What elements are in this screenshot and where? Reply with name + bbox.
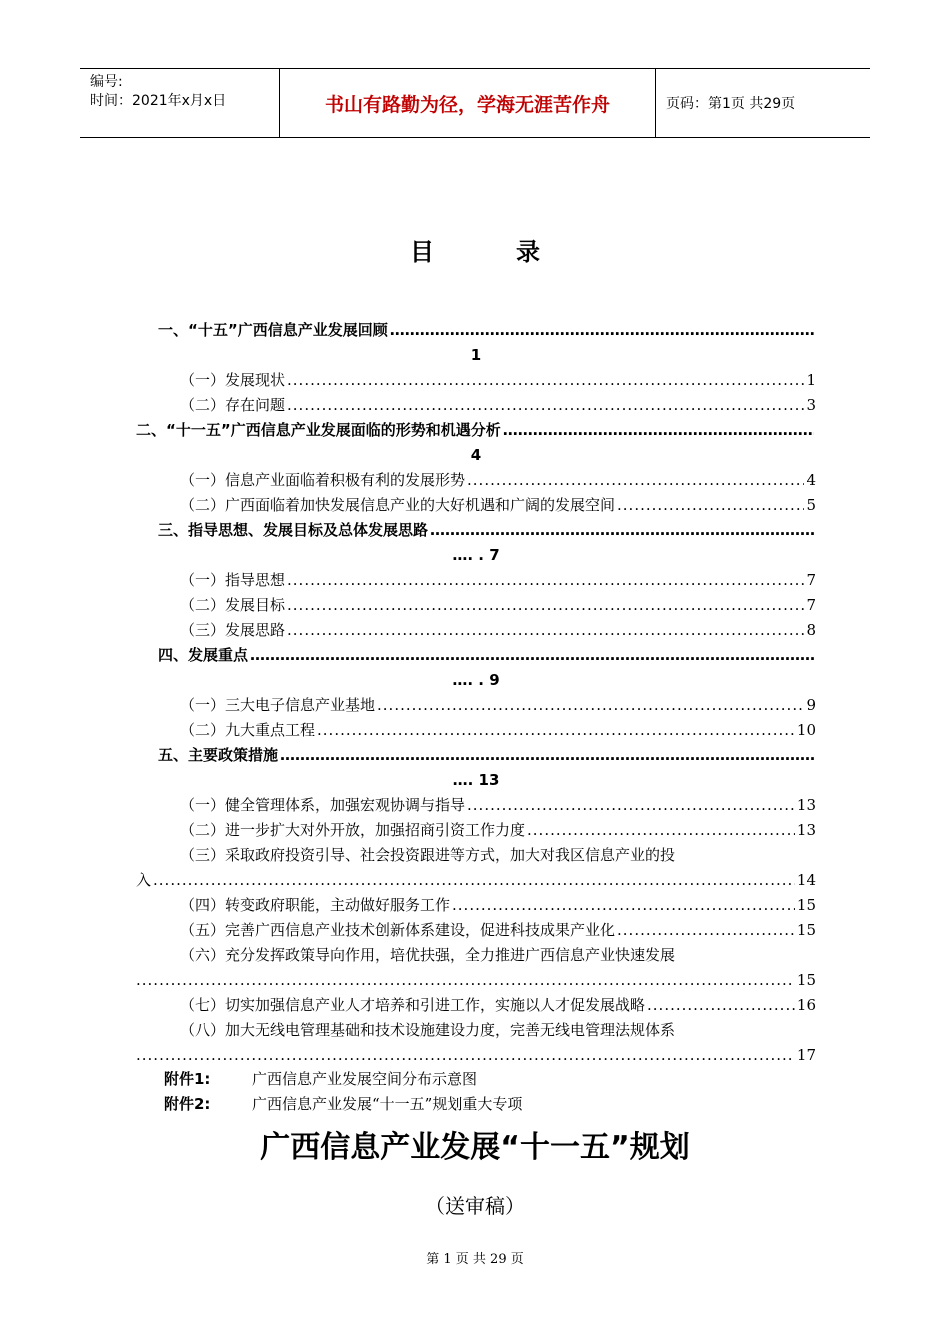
toc-entry-label: 三、指导思想、发展目标及总体发展思路	[158, 521, 429, 539]
header-motto: 书山有路勤为径，学海无涯苦作舟	[280, 69, 656, 137]
toc-section-page: 4	[470, 446, 482, 464]
attachment-text: 广西信息产业发展空间分布示意图	[252, 1070, 478, 1088]
toc-section-4[interactable]	[136, 643, 816, 668]
toc-entry-wrapped[interactable]	[136, 843, 816, 868]
toc-entry[interactable]	[136, 568, 816, 593]
toc-entry-label: （五）完善广西信息产业技术创新体系建设，促进科技成果产业化	[180, 921, 616, 939]
toc-section-page: 1	[470, 346, 482, 364]
toc-title-char-2: 录	[516, 238, 540, 266]
toc-entry[interactable]	[136, 693, 816, 718]
toc-entry-page: 1	[806, 371, 816, 389]
toc-entry-label: （六）充分发挥政策导向作用，培优扶强，全力推进广西信息产业快速发展	[180, 946, 676, 964]
toc-entry-label: （三）发展思路	[180, 621, 286, 639]
toc-entry-page: 3	[806, 396, 816, 414]
attachment-1	[164, 1068, 477, 1089]
toc-entry-label: （二）进一步扩大对外开放，加强招商引资工作力度	[180, 821, 526, 839]
toc-entry-page: 4	[806, 471, 816, 489]
toc-entry-label: （三）采取政府投资引导、社会投资跟进等方式，加大对我区信息产业的投	[180, 846, 676, 864]
toc-section-1[interactable]	[136, 318, 816, 343]
document-title: 广西信息产业发展“十一五”规划	[260, 1130, 690, 1165]
toc-entry-page: 8	[806, 621, 816, 639]
toc-entry-label: 四、发展重点	[158, 646, 249, 664]
toc-entry-label: （二）九大重点工程	[180, 721, 316, 739]
toc-entry-label: （二）存在问题	[180, 396, 286, 414]
toc-section-page: …. . 7	[452, 546, 500, 564]
toc-entry-wrapped[interactable]	[136, 943, 816, 968]
toc-entry-label: （八）加大无线电管理基础和技术设施建设力度，完善无线电管理法规体系	[180, 1021, 676, 1039]
toc-entry[interactable]	[136, 368, 816, 393]
toc-entry[interactable]	[136, 718, 816, 743]
toc-section-2[interactable]	[136, 418, 816, 443]
toc-entry-label: （一）指导思想	[180, 571, 286, 589]
page-footer: 第 1 页 共 29 页	[426, 1252, 524, 1267]
toc-entry-page: 7	[806, 571, 816, 589]
toc-entry-page: 13	[796, 821, 816, 839]
toc-entry-page: 15	[796, 921, 816, 939]
attachment-label: 附件2:	[164, 1095, 211, 1113]
toc-entry-label: （一）发展现状	[180, 371, 286, 389]
toc-entry[interactable]	[136, 893, 816, 918]
toc-entry[interactable]	[136, 593, 816, 618]
document-subtitle: （送审稿）	[425, 1194, 525, 1218]
toc-entry[interactable]	[136, 493, 816, 518]
toc-entry-continuation[interactable]	[136, 968, 816, 993]
toc-entry-label: （七）切实加强信息产业人才培养和引进工作，实施以人才促发展战略	[180, 996, 646, 1014]
toc-entry-label: （二）广西面临着加快发展信息产业的大好机遇和广阔的发展空间	[180, 496, 616, 514]
serial-label: 编号:	[90, 74, 123, 90]
toc-section-page: …. 13	[452, 771, 500, 789]
toc-entry-page: 16	[796, 996, 816, 1014]
toc-entry-label: （一）健全管理体系，加强宏观协调与指导	[180, 796, 466, 814]
toc-entry-page: 15	[796, 971, 816, 989]
toc-entry-label: 二、“十一五”广西信息产业发展面临的形势和机遇分析	[136, 421, 501, 439]
table-of-contents	[136, 318, 816, 1068]
toc-entry-label: （四）转变政府职能，主动做好服务工作	[180, 896, 451, 914]
toc-entry-label: （一）信息产业面临着积极有利的发展形势	[180, 471, 466, 489]
toc-entry-page: 15	[796, 896, 816, 914]
toc-title-char-1: 目	[410, 238, 434, 266]
header-page-info: 页码：第1页 共29页	[666, 96, 796, 112]
time-label: 时间：2021年x月x日	[90, 93, 227, 109]
toc-entry-page: 9	[806, 696, 816, 714]
toc-entry[interactable]	[136, 793, 816, 818]
toc-entry-label: （二）发展目标	[180, 596, 286, 614]
toc-section-3[interactable]	[136, 518, 816, 543]
toc-entry-label: 入	[136, 871, 152, 889]
toc-entry-continuation[interactable]	[136, 868, 816, 893]
attachment-2	[164, 1093, 522, 1114]
toc-entry[interactable]	[136, 393, 816, 418]
toc-entry-label: 一、“十五”广西信息产业发展回顾	[158, 321, 388, 339]
header-meta	[80, 69, 280, 137]
toc-title	[0, 232, 950, 267]
toc-entry-page: 7	[806, 596, 816, 614]
attachment-text: 广西信息产业发展“十一五”规划重大专项	[252, 1095, 523, 1113]
toc-section-5[interactable]	[136, 743, 816, 768]
toc-entry[interactable]	[136, 818, 816, 843]
document-header	[80, 68, 870, 138]
toc-entry-label: 五、主要政策措施	[158, 746, 279, 764]
toc-entry[interactable]	[136, 618, 816, 643]
toc-entry-page: 14	[796, 871, 816, 889]
toc-entry-page: 5	[806, 496, 816, 514]
toc-entry-continuation[interactable]	[136, 1043, 816, 1068]
toc-entry-page: 17	[796, 1046, 816, 1064]
toc-entry[interactable]	[136, 993, 816, 1018]
toc-entry-page: 13	[796, 796, 816, 814]
attachment-label: 附件1:	[164, 1070, 211, 1088]
toc-entry-wrapped[interactable]	[136, 1018, 816, 1043]
toc-entry-page: 10	[796, 721, 816, 739]
toc-entry[interactable]	[136, 468, 816, 493]
toc-entry-label: （一）三大电子信息产业基地	[180, 696, 376, 714]
toc-section-page: …. . 9	[452, 671, 500, 689]
toc-entry[interactable]	[136, 918, 816, 943]
